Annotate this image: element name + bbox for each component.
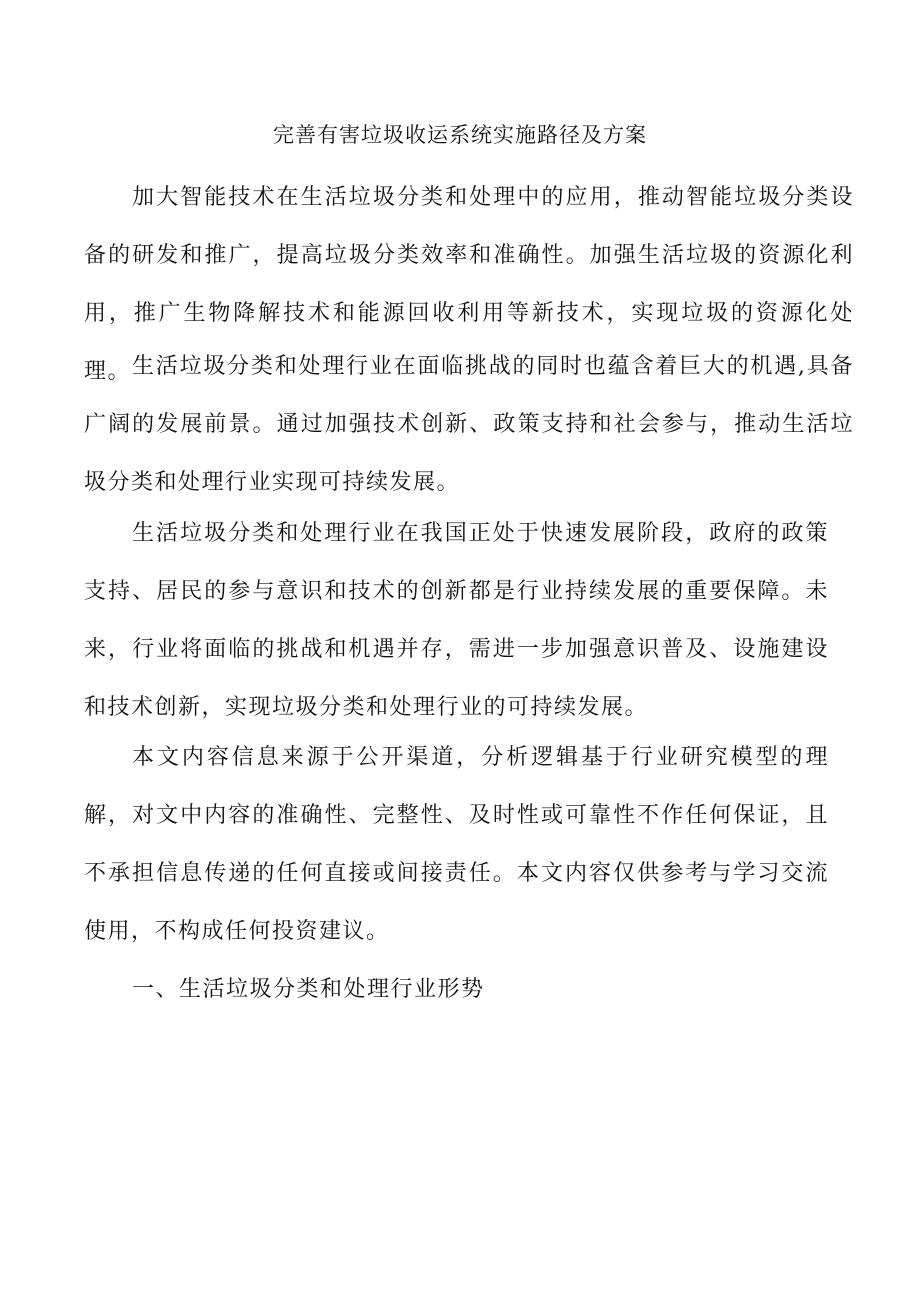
disclaimer-paragraph: 本文内容信息来源于公开渠道，分析逻辑基于行业研究模型的理解，对文中内容的准确性、完整性、及时性或可靠性不作任何保证，且不承担信息传递的任何直接或间接责任。本文内容仅供参考与学习交流使用，不构成任何投资建议。 [84, 745, 829, 944]
body-paragraph-3: 生活垃圾分类和处理行业在我国正处于快速发展阶段，政府的政策支持、居民的参与意识和技术的创新都是行业持续发展的重要保障。未来，行业将面临的挑战和机遇并存，需进一步加强意识普及、设施建设和技术创新，实现垃圾分类和处理行业的可持续发展。 [84, 521, 829, 720]
section-heading: 一、生活垃圾分类和处理行业形势 [132, 977, 485, 1002]
body-paragraph-2: 生活垃圾分类和处理行业在面临挑战的同时也蕴含着巨大的机遇,具备广阔的发展前景。通过加强技术创新、政策支持和社会参与，推动生活垃圾分类和处理行业实现可持续发展。 [84, 354, 854, 495]
document-title: 完善有害垃圾收运系统实施路径及方案 [273, 123, 647, 147]
body-paragraph-1: 加大智能技术在生活垃圾分类和处理中的应用，推动智能垃圾分类设备的研发和推广，提高垃圾分类效率和准确性。加强生活垃圾的资源化利用，推广生物降解技术和能源回收利用等新技术，实现垃圾的资源化处理。 [84, 185, 854, 384]
